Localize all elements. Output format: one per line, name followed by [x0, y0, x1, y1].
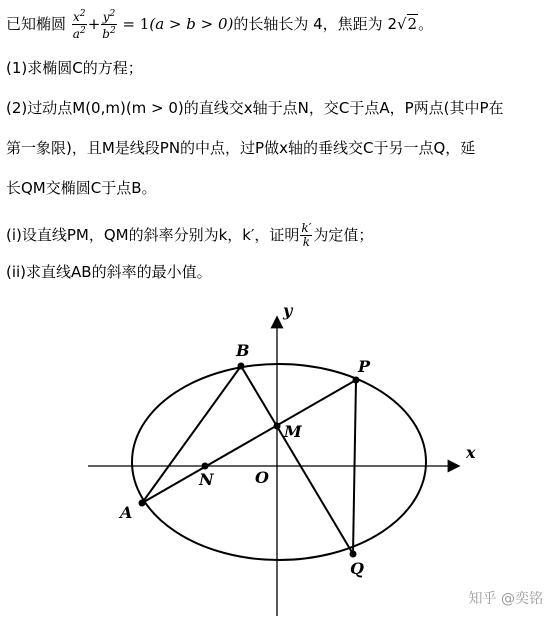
- frac-y: y: [102, 10, 110, 24]
- point-b: [238, 363, 245, 370]
- point-m: [274, 423, 281, 430]
- part-i-tail: 为定值；: [313, 226, 374, 244]
- frac-k: k: [302, 235, 311, 249]
- intro-prefix: 已知椭圆: [6, 15, 67, 33]
- frac-kprime: k′: [301, 221, 312, 235]
- segment-pq: [353, 380, 356, 554]
- frac-b: b: [102, 27, 110, 41]
- fraction-x-over-a: [72, 8, 87, 41]
- label-y-axis: y: [283, 301, 293, 320]
- frac-a: a: [72, 27, 80, 41]
- intro-condition: (a > b > 0): [149, 15, 234, 33]
- sqrt-symbol: √2: [396, 15, 418, 33]
- label-m: M: [284, 422, 302, 441]
- intro-end: 。: [418, 15, 434, 33]
- part-ii: (ii)求直线AB的斜率的最小值。: [6, 263, 212, 281]
- label-x-axis: x: [466, 443, 476, 462]
- label-b: B: [236, 341, 250, 360]
- label-n: N: [199, 470, 214, 489]
- problem-intro: 已知椭圆 $\frac{x^2}{a^2}$ + $\frac{y^2}{b^2}$ = 1(a > b > 0)的长轴长为 4，焦距为 2√2。: [6, 9, 434, 41]
- label-a: A: [120, 503, 133, 522]
- part-i: [6, 222, 373, 249]
- fraction-kprime-over-k: [300, 222, 312, 249]
- part2-line3: 长QM交椭圆C于点B。: [6, 179, 157, 197]
- geometry-diagram: [0, 290, 555, 620]
- line-apn: [142, 380, 356, 503]
- eq-one: = 1: [117, 15, 150, 33]
- intro-mid: 的长轴长为 4，焦距为 2: [233, 15, 397, 33]
- point-n: [202, 463, 209, 470]
- ellipse-c: [132, 364, 426, 560]
- frac-x: x: [72, 10, 80, 24]
- part2-line1: (2)过动点M(0,m)(m > 0)的直线交x轴于点N，交C于点A，P两点(其中P在: [6, 99, 504, 117]
- part1: (1)求椭圆C的方程；: [6, 59, 143, 77]
- exp-y: 2: [109, 9, 116, 19]
- line-bmq: [241, 366, 353, 554]
- exp-x: 2: [79, 9, 86, 19]
- label-o: O: [255, 468, 269, 487]
- part-i-text: (i)设直线PM，QM的斜率分别为k，k′，证明: [6, 226, 300, 244]
- label-q: Q: [350, 559, 364, 578]
- point-q: [350, 551, 357, 558]
- fraction-y-over-b: [101, 8, 116, 41]
- part2-line2: 第一象限)，且M是线段PN的中点，过P做x轴的垂线交C于另一点Q，延: [6, 139, 476, 157]
- label-p: P: [358, 357, 371, 376]
- point-a: [139, 500, 146, 507]
- exp-b: 2: [109, 26, 116, 36]
- watermark: 知乎 @奕铭: [468, 591, 543, 607]
- point-p: [353, 377, 360, 384]
- segment-ab: [142, 366, 241, 503]
- exp-a: 2: [79, 26, 86, 36]
- sqrt-radicand: 2: [407, 15, 418, 33]
